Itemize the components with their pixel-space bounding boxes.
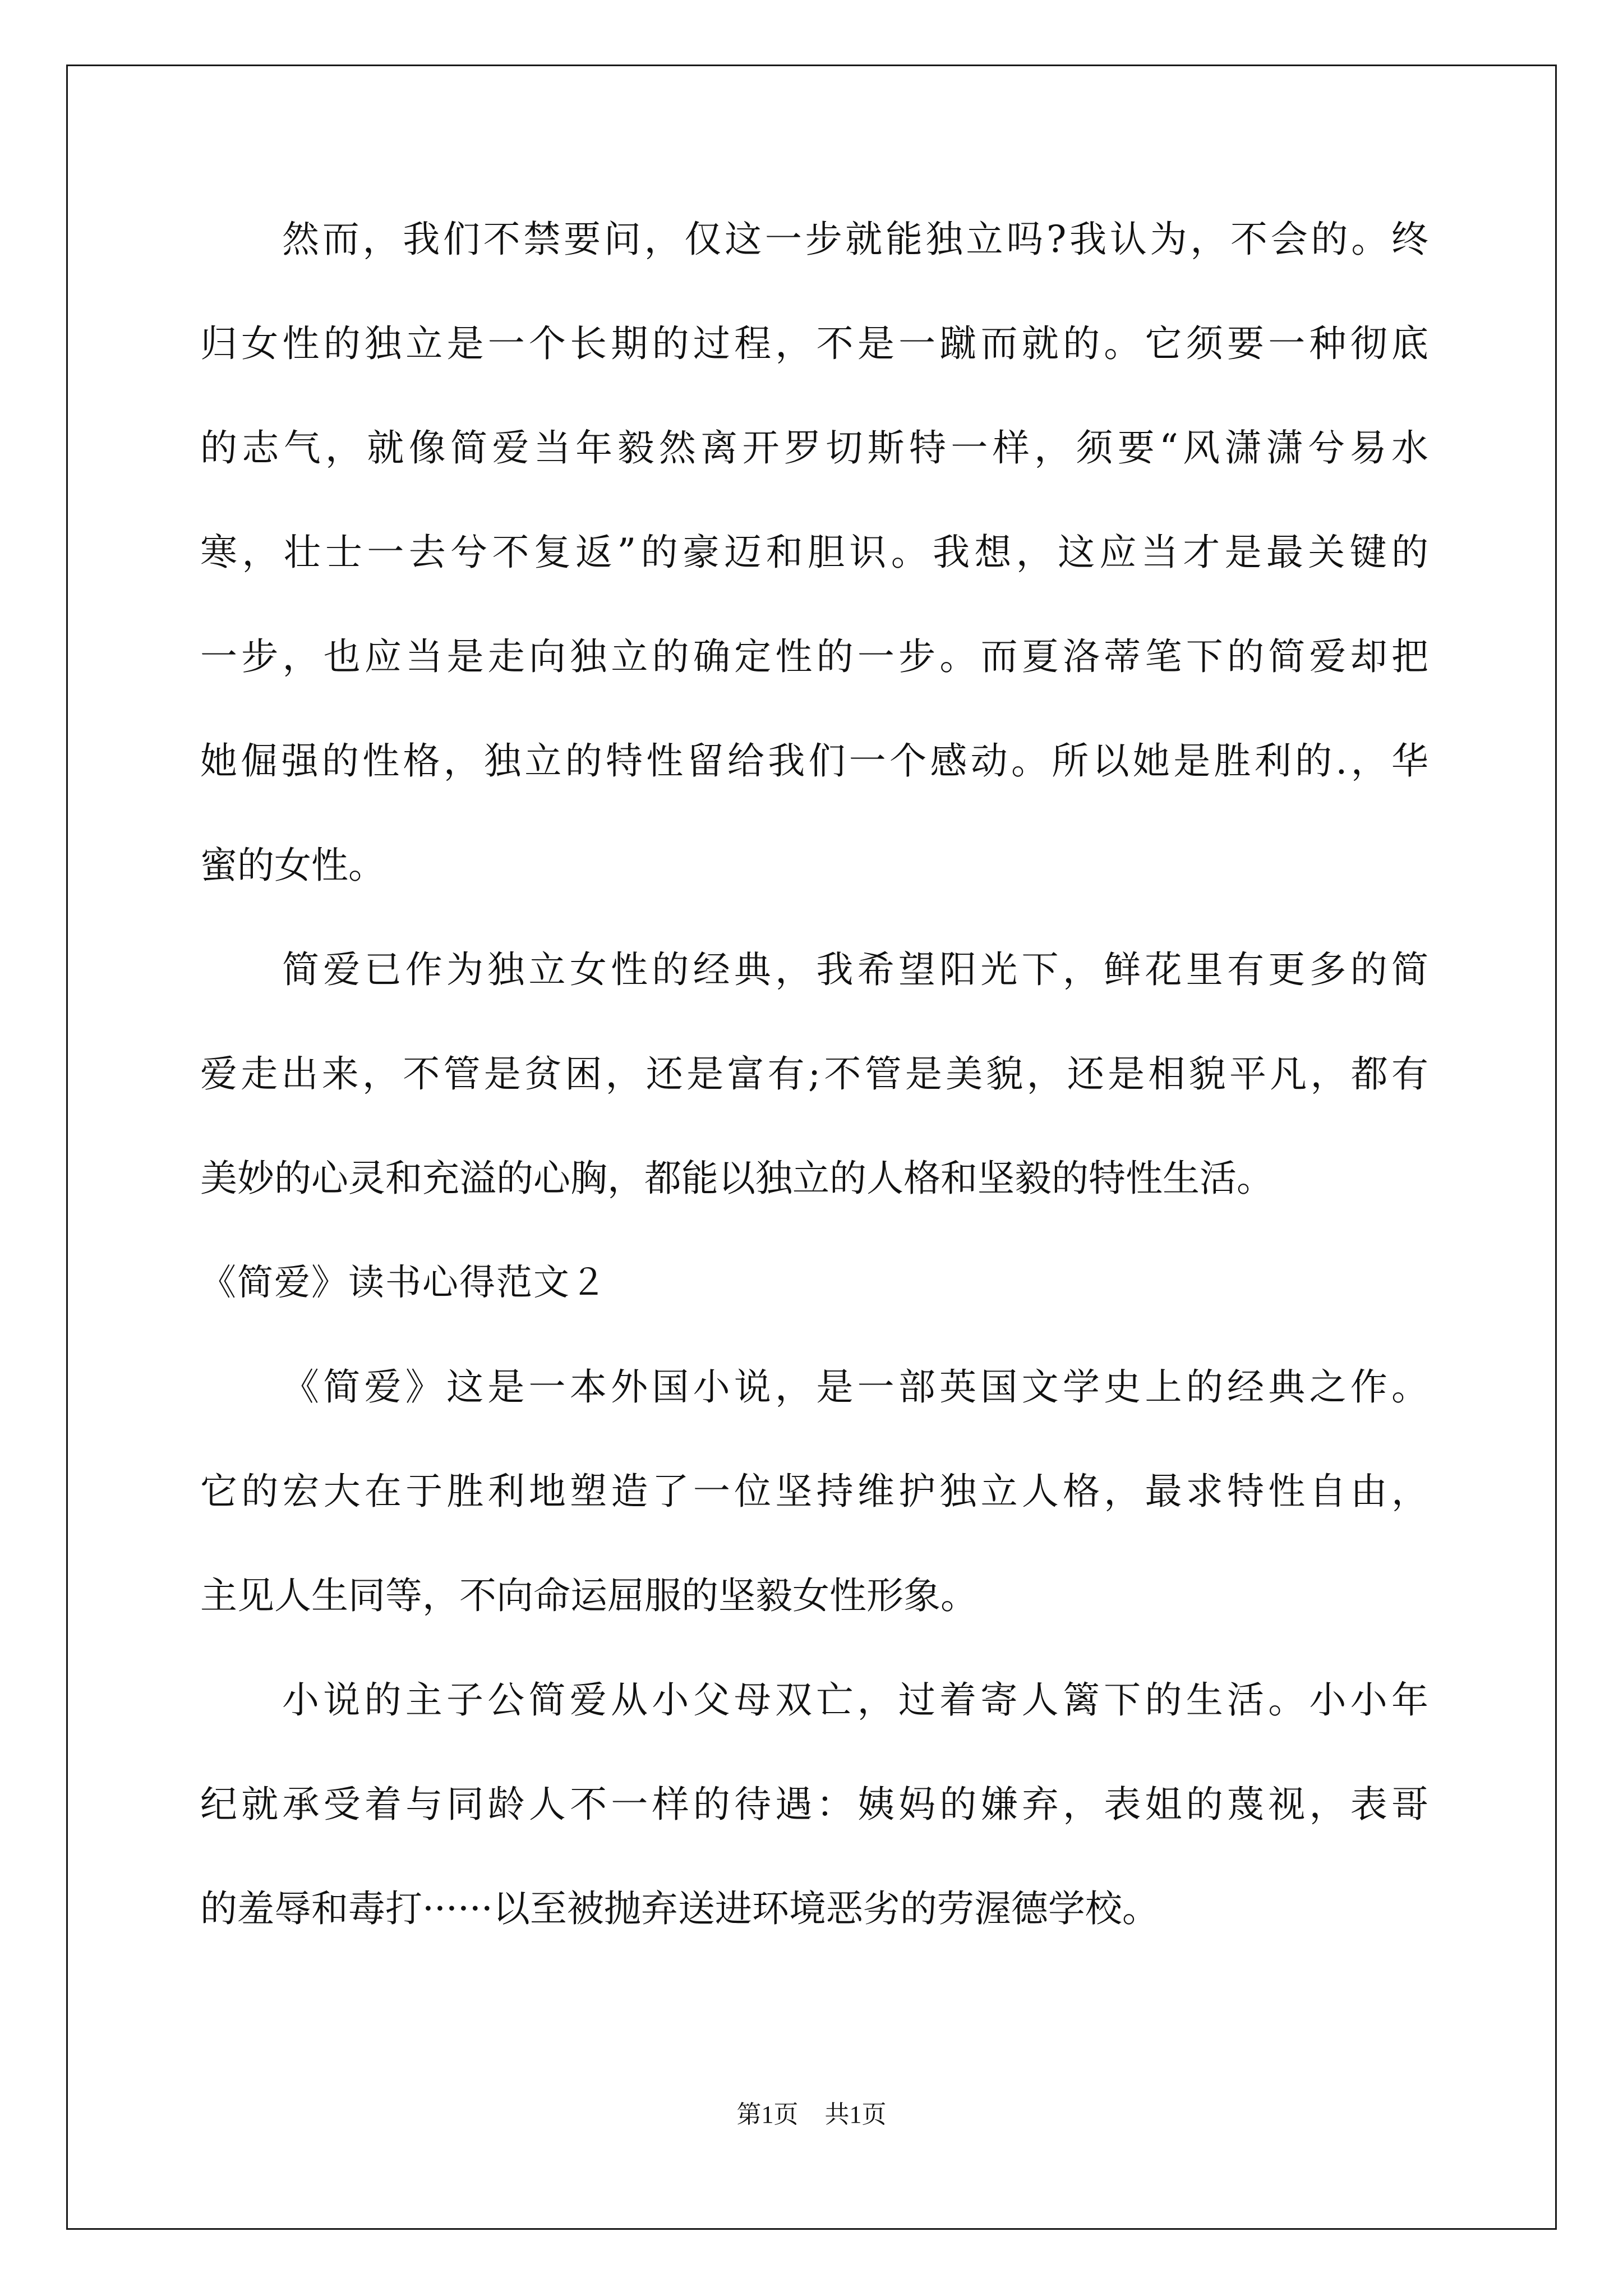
paragraph-line: 简爱已作为独立女性的经典，我希望阳光下，鲜花里有更多的简: [282, 948, 1428, 991]
paragraph-line: 她倔强的性格，独立的特性留给我们一个感动。所以她是胜利的.，华: [200, 739, 1428, 783]
paragraph-line: 蜜的女性。: [200, 844, 385, 887]
section-heading: 《简爱》读书心得范文２: [200, 1262, 607, 1304]
paragraph-line: 归女性的独立是一个长期的过程，不是一蹴而就的。它须要一种彻底: [200, 322, 1428, 365]
paragraph-line: 爱走出来，不管是贫困，还是富有;不管是美貌，还是相貌平凡，都有: [200, 1052, 1428, 1096]
paragraph-line: 的羞辱和毒打······以至被抛弃送进环境恶劣的劳渥德学校。: [200, 1887, 1159, 1930]
paragraph-line: 它的宏大在于胜利地塑造了一位坚持维护独立人格，最求特性自由，: [200, 1470, 1428, 1513]
paragraph-line: 《简爱》这是一本外国小说，是一部英国文学史上的经典之作。: [282, 1365, 1428, 1409]
page-footer: [0, 2098, 1623, 2132]
paragraph-line: 美妙的心灵和充溢的心胸，都能以独立的人格和坚毅的特性生活。: [200, 1157, 1274, 1200]
paragraph-line: 主见人生同等，不向命运屈服的坚毅女性形象。: [200, 1574, 978, 1617]
paragraph-line: 一步，也应当是走向独立的确定性的一步。而夏洛蒂笔下的简爱却把: [200, 635, 1428, 678]
paragraph-line: 的志气，就像简爱当年毅然离开罗切斯特一样，须要“风潇潇兮易水: [200, 426, 1428, 470]
paragraph-line: 纪就承受着与同龄人不一样的待遇：姨妈的嫌弃，表姐的蔑视，表哥: [200, 1783, 1428, 1826]
paragraph-line: 寒，壮士一去兮不复返”的豪迈和胆识。我想，这应当才是最关键的: [200, 531, 1428, 574]
page-current: 第1页: [736, 2101, 799, 2128]
paragraph-line: 小说的主子公简爱从小父母双亡，过着寄人篱下的生活。小小年: [282, 1678, 1428, 1722]
paragraph-line: 然而，我们不禁要问，仅这一步就能独立吗?我认为，不会的。终: [282, 218, 1428, 261]
page-total: 共1页: [824, 2101, 887, 2128]
